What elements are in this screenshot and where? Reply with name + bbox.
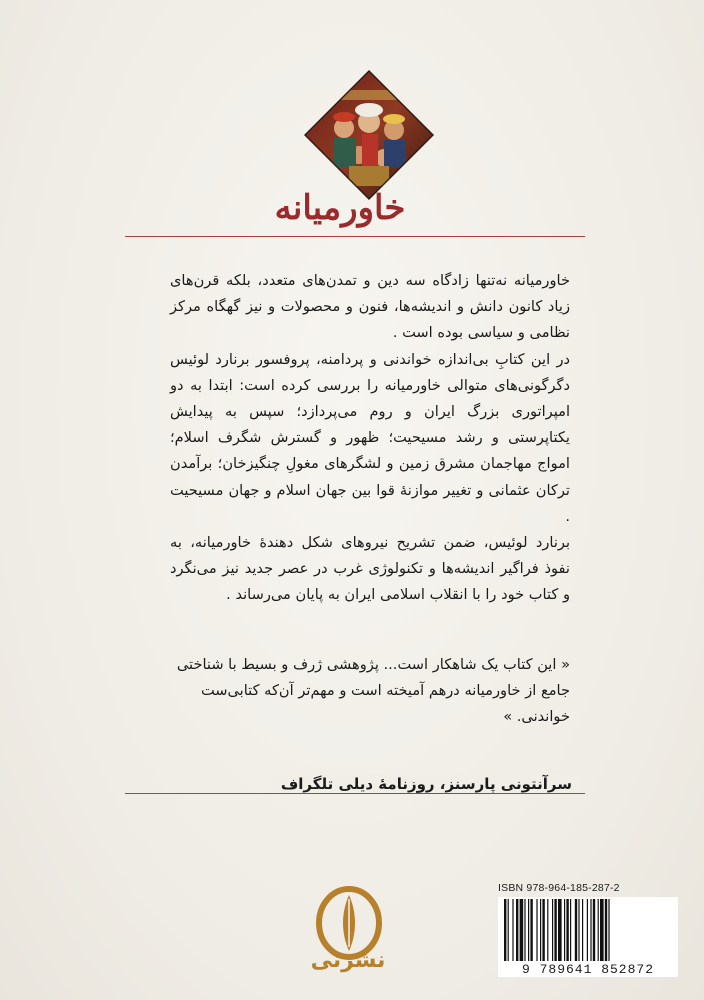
divider-bottom — [125, 793, 585, 794]
quote-attribution — [150, 775, 580, 793]
painting-diamond-image — [304, 70, 434, 200]
attribution-text: سرآنتونی پارسنز، روزنامهٔ دیلی تلگراف — [273, 775, 580, 793]
blurb — [170, 268, 570, 609]
blurb-paragraph-1: خاورمیانه نه‌تنها زادگاه سه دین و تمدن‌های متعدد، بلکه قرن‌های زیاد کانون دانش و اندیشه‌ها، فنون و محصولات و نیز گهگاه مرکز نظامی و سیاسی بوده است . — [170, 272, 570, 342]
cover-painting — [304, 70, 434, 200]
publisher-name: نشرنی — [310, 948, 386, 973]
barcode-number: 9 789641 852872 — [498, 962, 678, 977]
blurb-paragraph-3: برنارد لوئیس، ضمن تشریح نیروهای شکل دهندهٔ خاورمیانه، به نفوذ فراگیر اندیشه‌ها و تکنولوژی غرب در عصر جدید نیز می‌نگرد و کتاب خود را با انقلاب اسلامی ایران به پایان می‌رساند . — [170, 534, 570, 604]
review-quote: « این کتاب یک شاهکار است... پژوهشی ژرف و بسیط با شناختی جامع از خاورمیانه درهم آمیخته است و مهم‌تر آن‌که کتابی‌ست خواندنی. » — [176, 656, 570, 725]
blurb-paragraph-2: در این کتابِ بی‌اندازه خواندنی و پردامنه، پروفسور برنارد لوئیس دگرگونی‌های متوالی خاورمیانه را بررسی کرده است: ابتدا به دو امپراتوری بزرگ ایران و روم می‌پردازد؛ سپس به پیدایش یکتاپرستی و رشد مسیحیت؛ ظهور و گسترش شگرف اسلام؛ امواج مهاجمان مشرق زمین و لشگرهای مغولِ چنگیزخان؛ برآمدن ترکان عثمانی و تغییر موازنهٔ قوا بین جهان اسلام و جهان مسیحیت . — [170, 350, 570, 525]
book-title: خاورمیانه — [274, 188, 406, 228]
isbn-label: ISBN 978-964-185-287-2 — [498, 882, 620, 894]
divider-top — [125, 236, 585, 237]
barcode-icon — [498, 897, 678, 965]
